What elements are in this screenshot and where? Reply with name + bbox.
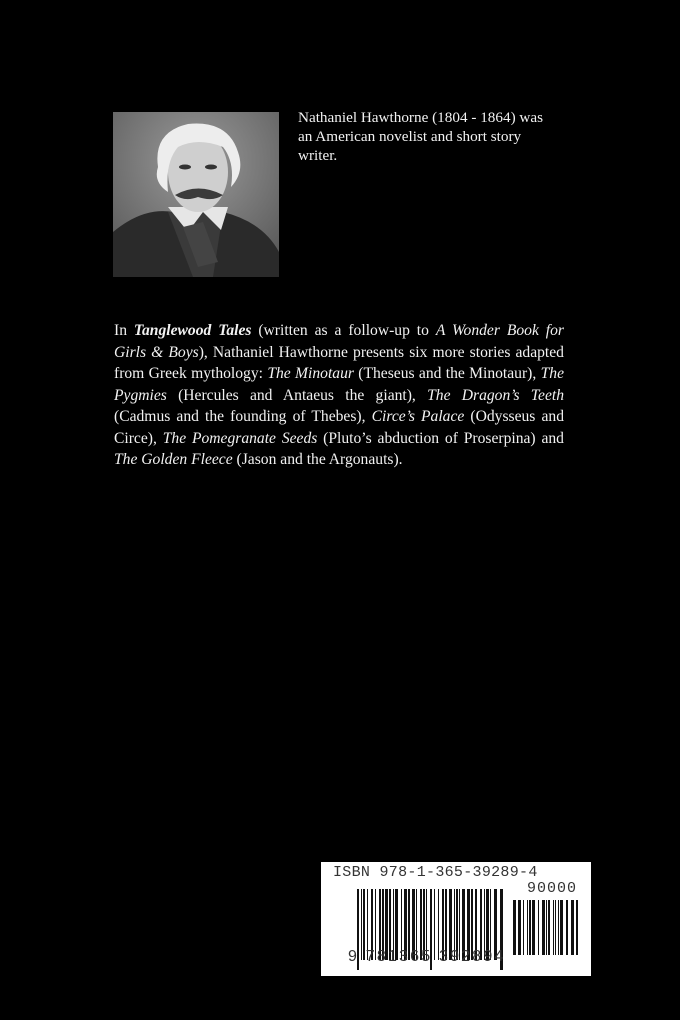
book-description — [114, 320, 564, 471]
isbn-barcode — [321, 862, 591, 976]
description-segment: The Golden Fleece — [114, 451, 233, 468]
isbn-label: ISBN 978-1-365-39289-4 — [333, 864, 538, 881]
description-segment: (Cadmus and the founding of Thebes), — [114, 408, 372, 425]
description-segment: The Pygmies — [114, 365, 564, 404]
description-segment: (Hercules and Antaeus the giant), — [166, 386, 428, 404]
description-segment: The Pomegranate Seeds — [162, 429, 318, 447]
ean-digits: 9 781365 392894 — [348, 948, 506, 965]
description-segment: (Odysseus and Circe), — [114, 408, 564, 447]
description-segment: (Theseus and the Minotaur), — [353, 365, 541, 382]
price-addon-code: 90000 — [527, 880, 578, 897]
addon-barcode-bars-icon — [513, 900, 581, 965]
author-portrait-icon — [113, 112, 279, 277]
description-segment: Tanglewood Tales — [133, 322, 252, 339]
description-segment: (Jason and the Argonauts). — [232, 451, 403, 468]
description-segment: A Wonder Book for Girls & Boys — [114, 322, 564, 361]
description-segment: ), Nathaniel Hawthorne presents six more stories adapted from Greek mythology: — [114, 343, 564, 382]
description-segment: In — [114, 322, 134, 339]
description-segment: (Pluto’s abduction of Proserpina) and — [317, 429, 564, 447]
description-segment: The Minotaur — [267, 365, 354, 382]
author-bio: Nathaniel Hawthorne (1804 - 1864) was an American novelist and short story writer. — [298, 109, 544, 164]
description-segment: (written as a follow-up to — [251, 322, 436, 339]
description-segment: The Dragon’s Teeth — [427, 386, 564, 404]
description-segment: Circe’s Palace — [371, 408, 465, 425]
author-photo — [113, 112, 279, 277]
